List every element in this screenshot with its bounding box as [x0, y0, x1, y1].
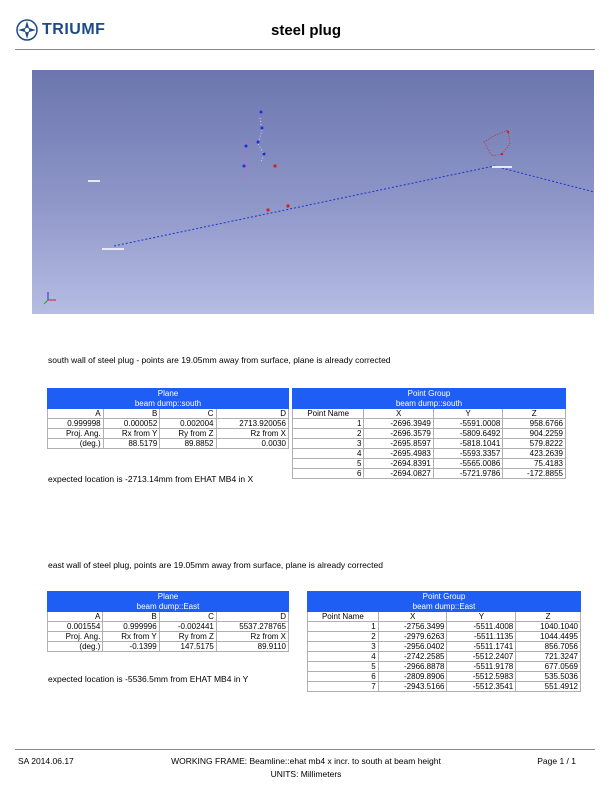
z-value: 1044.4495 [516, 632, 581, 642]
proj-header: Ry from Z [160, 429, 216, 439]
plane-value: 5537.278765 [216, 622, 288, 632]
footer-page-number: Page 1 / 1 [537, 756, 576, 766]
proj-value: 89.8852 [160, 439, 216, 449]
point-name: 6 [293, 469, 364, 479]
z-value: 904.2259 [503, 429, 566, 439]
proj-value: 89.9110 [216, 642, 288, 652]
y-value: -5511.1741 [447, 642, 516, 652]
y-value: -5721.9786 [433, 469, 502, 479]
col-header: Z [516, 612, 581, 622]
point-label-mark [102, 248, 124, 250]
beamline-path [114, 166, 494, 246]
col-header: A [48, 612, 103, 622]
col-header: C [160, 409, 216, 419]
table-row [293, 449, 566, 459]
point-label-mark [88, 180, 100, 182]
point-name: 6 [308, 672, 379, 682]
y-value: -5511.1135 [447, 632, 516, 642]
table-row [293, 419, 566, 429]
plane-value: 0.002004 [160, 419, 216, 429]
point-group-table-south [292, 388, 566, 479]
point-name: 3 [293, 439, 364, 449]
col-header: X [378, 612, 447, 622]
proj-label: Proj. Ang. [48, 632, 103, 642]
proj-label: Proj. Ang. [48, 429, 104, 439]
z-value: 75.4183 [503, 459, 566, 469]
section-south-caption: south wall of steel plug - points are 19.05mm away from surface, plane is already corrected [48, 355, 391, 365]
col-header: A [48, 409, 104, 419]
z-value: 1040.1040 [516, 622, 581, 632]
point-name: 2 [293, 429, 364, 439]
z-value: 677.0569 [516, 662, 581, 672]
3d-viewport[interactable] [32, 70, 594, 314]
point-name: 4 [293, 449, 364, 459]
table-row [308, 632, 581, 642]
plane-title: Plane [48, 592, 289, 602]
table-row [293, 439, 566, 449]
col-header: Y [433, 409, 502, 419]
table-row [293, 459, 566, 469]
deg-label: (deg.) [48, 439, 104, 449]
deg-label: (deg.) [48, 642, 103, 652]
proj-header: Rx from Y [103, 429, 160, 439]
x-value: -2809.8906 [378, 672, 447, 682]
x-value: -2694.8391 [364, 459, 433, 469]
col-header: Point Name [293, 409, 364, 419]
col-header: D [216, 612, 288, 622]
page-title: steel plug [270, 22, 341, 39]
table-row [308, 622, 581, 632]
plane-value: -0.002441 [159, 622, 216, 632]
col-header: Z [503, 409, 566, 419]
x-value: -2696.3579 [364, 429, 433, 439]
y-value: -5809.6492 [433, 429, 502, 439]
z-value: 958.6766 [503, 419, 566, 429]
x-value: -2756.3499 [378, 622, 447, 632]
point-group-subtitle: beam dump::south [293, 399, 566, 409]
y-value: -5511.9178 [447, 662, 516, 672]
point-group-subtitle: beam dump::East [308, 602, 581, 612]
proj-value: -0.1399 [103, 642, 159, 652]
proj-header: Rz from X [216, 429, 289, 439]
z-value: 535.5036 [516, 672, 581, 682]
col-header: B [103, 409, 160, 419]
z-value: 423.2639 [503, 449, 566, 459]
beamline-path-east [494, 166, 594, 192]
x-value: -2694.0827 [364, 469, 433, 479]
y-value: -5565.0086 [433, 459, 502, 469]
plane-value: 0.999998 [48, 419, 104, 429]
point-name: 7 [308, 682, 379, 692]
y-value: -5593.3357 [433, 449, 502, 459]
expected-location-south: expected location is -2713.14mm from EHAT MB4 in X [48, 474, 254, 484]
table-row [293, 469, 566, 479]
plane-title: Plane [48, 389, 289, 399]
point-cluster-east [484, 130, 510, 156]
point-cluster-south [243, 111, 290, 212]
y-value: -5512.5983 [447, 672, 516, 682]
x-value: -2943.5166 [378, 682, 447, 692]
point-label-mark [492, 166, 512, 168]
z-value: 551.4912 [516, 682, 581, 692]
x-value: -2979.6263 [378, 632, 447, 642]
z-value: 721.3247 [516, 652, 581, 662]
section-east-caption: east wall of steel plug, points are 19.05mm away from surface, plane is already corrected [48, 560, 383, 570]
col-header: X [364, 409, 433, 419]
point-name: 1 [293, 419, 364, 429]
footer-date: SA 2014.06.17 [18, 756, 74, 766]
x-value: -2966.8878 [378, 662, 447, 672]
proj-value: 88.5179 [103, 439, 160, 449]
y-value: -5512.3541 [447, 682, 516, 692]
expected-location-east: expected location is -5536.5mm from EHAT MB4 in Y [48, 674, 249, 684]
footer-working-frame: WORKING FRAME: Beamline::ehat mb4 x incr. to south at beam height [171, 756, 441, 766]
plane-value: 2713.920056 [216, 419, 289, 429]
col-header: C [159, 612, 216, 622]
footer-units: UNITS: Millimeters [270, 769, 342, 779]
y-value: -5818.1041 [433, 439, 502, 449]
y-value: -5591.0008 [433, 419, 502, 429]
col-header: Point Name [308, 612, 379, 622]
plane-value: 0.999996 [103, 622, 159, 632]
table-row [308, 652, 581, 662]
x-value: -2742.2585 [378, 652, 447, 662]
point-name: 4 [308, 652, 379, 662]
logo-text: TRIUMF [42, 21, 106, 38]
col-header: D [216, 409, 289, 419]
z-value: -172.8855 [503, 469, 566, 479]
point-name: 5 [308, 662, 379, 672]
proj-header: Rx from Y [103, 632, 159, 642]
proj-value: 0.0030 [216, 439, 289, 449]
z-value: 856.7056 [516, 642, 581, 652]
x-value: -2695.8597 [364, 439, 433, 449]
x-value: -2695.4983 [364, 449, 433, 459]
proj-header: Rz from X [216, 632, 288, 642]
header-divider [15, 49, 595, 50]
col-header: Y [447, 612, 516, 622]
axis-triad-icon [44, 292, 56, 304]
footer-divider [15, 749, 595, 750]
plane-table-east [47, 591, 289, 652]
y-value: -5512.2407 [447, 652, 516, 662]
scene-drawing [32, 70, 594, 314]
z-value: 579.8222 [503, 439, 566, 449]
point-group-table-east [307, 591, 581, 692]
plane-value: 0.001554 [48, 622, 103, 632]
point-name: 5 [293, 459, 364, 469]
plane-value: 0.000052 [103, 419, 160, 429]
plane-subtitle: beam dump::East [48, 602, 289, 612]
point-group-title: Point Group [293, 389, 566, 399]
x-value: -2696.3949 [364, 419, 433, 429]
table-row [308, 682, 581, 692]
x-value: -2956.0402 [378, 642, 447, 652]
proj-header: Ry from Z [159, 632, 216, 642]
col-header: B [103, 612, 159, 622]
table-row [293, 429, 566, 439]
table-row [308, 672, 581, 682]
point-name: 3 [308, 642, 379, 652]
point-group-title: Point Group [308, 592, 581, 602]
plane-table-south [47, 388, 289, 449]
point-name: 1 [308, 622, 379, 632]
table-row [308, 662, 581, 672]
plane-subtitle: beam dump::south [48, 399, 289, 409]
point-name: 2 [308, 632, 379, 642]
table-row [308, 642, 581, 652]
y-value: -5511.4008 [447, 622, 516, 632]
proj-value: 147.5175 [159, 642, 216, 652]
